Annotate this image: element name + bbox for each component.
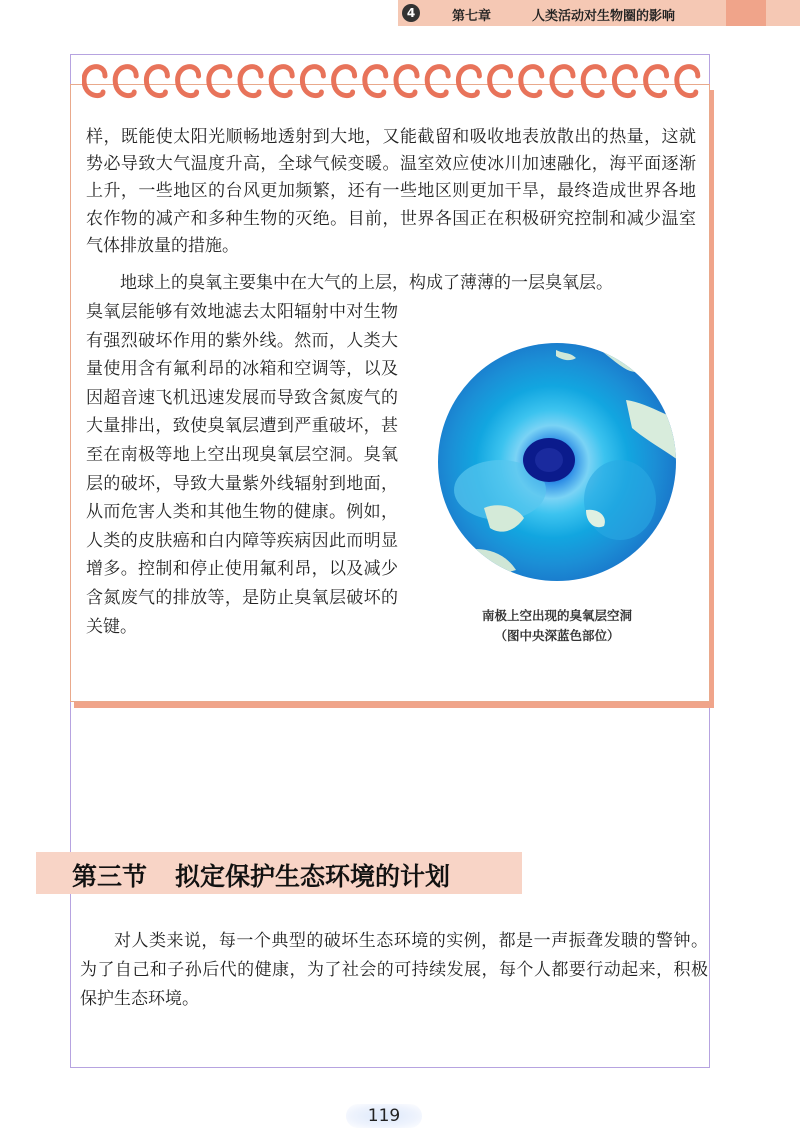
spiral-rings: [82, 58, 702, 102]
paragraph-section-intro: 对人类来说，每一个典型的破坏生态环境的实例，都是一声振聋发聩的警钟。为了自己和子孙后代的健康，为了社会的可持续发展，每个人都要行动起来，积极保护生态环境。: [80, 931, 708, 1009]
section-heading: [72, 857, 450, 893]
spiral-ring-icon: [365, 67, 386, 96]
spiral-ring-icon: [646, 67, 667, 96]
chapter-number-badge: 4: [402, 4, 420, 22]
spiral-ring-icon: [396, 67, 417, 96]
section-number: 第三节: [72, 862, 148, 891]
paragraph-ozone-intro: 地球上的臭氧主要集中在大气的上层，构成了薄薄的一层臭氧层。: [120, 273, 613, 293]
chapter-label: 第七章: [452, 9, 492, 24]
figure-caption-line-2: （图中央深蓝色部位）: [494, 628, 620, 643]
header-tab: [726, 0, 766, 26]
spiral-ring-icon: [209, 67, 230, 96]
spiral-binding: [82, 58, 702, 102]
spiral-ring-icon: [334, 67, 355, 96]
spiral-ring-icon: [427, 67, 448, 96]
ozone-hole-map-image: [436, 340, 678, 584]
spiral-ring-icon: [614, 67, 635, 96]
spiral-ring-icon: [521, 67, 542, 96]
figure-caption-line-1: 南极上空出现的臭氧层空洞: [481, 608, 632, 623]
spiral-ring-icon: [583, 67, 604, 96]
paragraph-ozone-damage: 臭氧层能够有效地滤去太阳辐射中对生物有强烈破坏作用的紫外线。然而，人类大量使用含有氟利昂的冰箱和空调等，以及因超音速飞机迅速发展而导致含氮废气的大量排出，致使臭氧层遭到严重破坏，甚至在南极等地上空出现臭氧层空洞。臭氧层的破坏，导致大量紫外线辐射到地面，从而危害人类和其他生物的健康。例如，人类的皮肤癌和白内障等疾病因此而明显增多。控制和停止使用氟利昂，以及减少含氮废气的排放等，是防止臭氧层破坏的关键。: [86, 302, 398, 637]
spiral-ring-icon: [178, 67, 199, 96]
section-title: 拟定保护生态环境的计划: [175, 862, 451, 891]
spiral-ring-icon: [240, 67, 261, 96]
paragraph-greenhouse: 样，既能使太阳光顺畅地透射到大地，又能截留和吸收地表放散出的热量，这就势必导致大气温度升高，全球气候变暖。温室效应使冰川加速融化，海平面逐渐上升，一些地区的台风更加频繁，还有一些地区则更加干旱，最终造成世界各地农作物的减产和多种生物的灭绝。目前，世界各国正在积极研究控制和减少温室气体排放量的措施。: [86, 127, 696, 256]
spiral-ring-icon: [458, 67, 479, 96]
spiral-ring-icon: [146, 67, 167, 96]
spiral-ring-icon: [84, 67, 105, 96]
chapter-title: 人类活动对生物圈的影响: [532, 9, 676, 24]
spiral-ring-icon: [115, 67, 136, 96]
spiral-ring-icon: [490, 67, 511, 96]
page-number: 119: [346, 1104, 422, 1128]
spiral-ring-icon: [552, 67, 573, 96]
spiral-ring-icon: [271, 67, 292, 96]
spiral-ring-icon: [677, 67, 698, 96]
spiral-ring-icon: [302, 67, 323, 96]
